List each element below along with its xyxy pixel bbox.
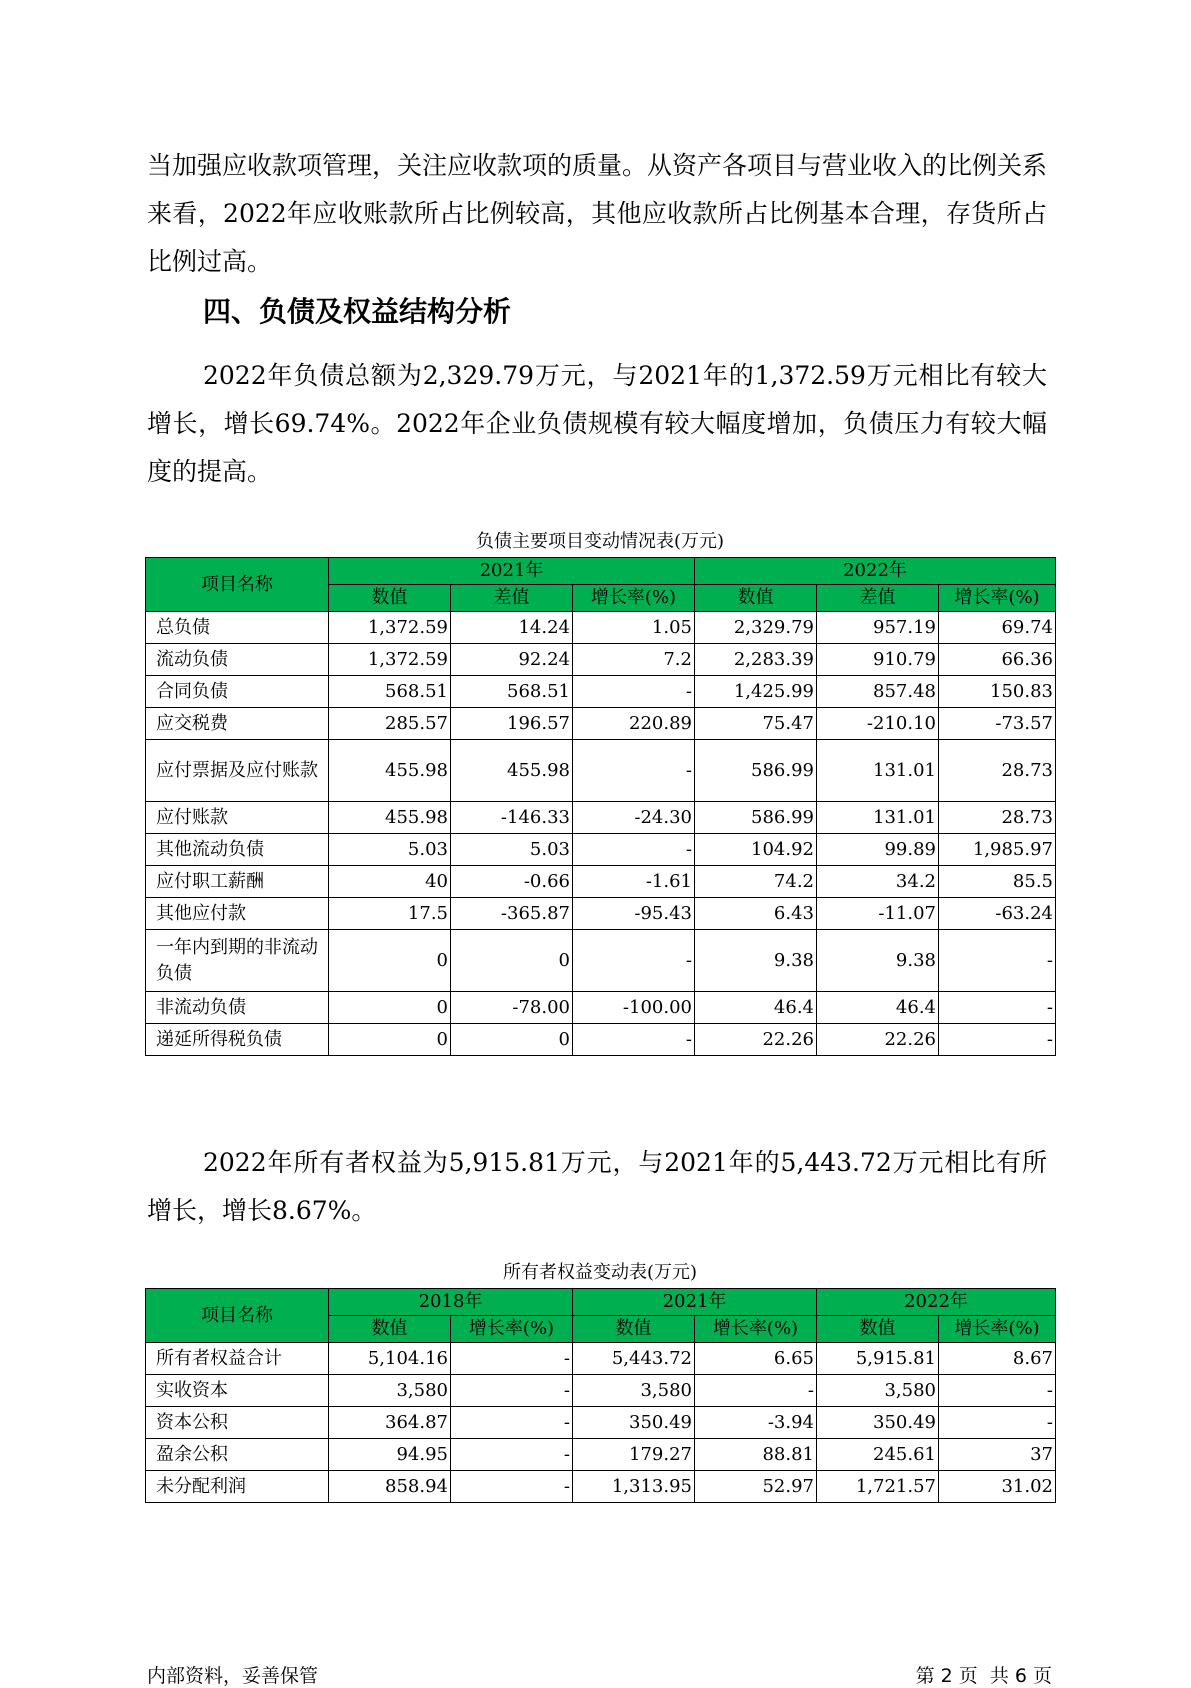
cell-rate: - xyxy=(939,930,1056,992)
cell-rate: 66.36 xyxy=(939,644,1056,676)
cell-value: 94.95 xyxy=(329,1439,451,1471)
cell-value: 350.49 xyxy=(817,1407,939,1439)
cell-value: 364.87 xyxy=(329,1407,451,1439)
cell-value: 245.61 xyxy=(817,1439,939,1471)
cell-rate: 37 xyxy=(939,1439,1056,1471)
cell-value: 3,580 xyxy=(817,1375,939,1407)
cell-value: 5,104.16 xyxy=(329,1343,451,1375)
cell-rate: - xyxy=(939,1407,1056,1439)
row-name: 一年内到期的非流动负债 xyxy=(146,930,329,992)
table-row xyxy=(146,1439,1056,1471)
table-row xyxy=(146,612,1056,644)
header-year-2022: 2022年 xyxy=(817,1289,1056,1316)
row-name: 应付票据及应付账款 xyxy=(146,740,329,802)
row-name: 所有者权益合计 xyxy=(146,1343,329,1375)
cell-value: 1,721.57 xyxy=(817,1471,939,1503)
header-value: 数值 xyxy=(817,1316,939,1343)
header-rate: 增长率(%) xyxy=(939,1316,1056,1343)
row-name: 非流动负债 xyxy=(146,992,329,1024)
table-row xyxy=(146,802,1056,834)
cell-value: 1,372.59 xyxy=(329,644,451,676)
header-rate: 增长率(%) xyxy=(695,1316,817,1343)
cell-value: 1,425.99 xyxy=(695,676,817,708)
header-rate: 增长率(%) xyxy=(451,1316,573,1343)
cell-rate: - xyxy=(451,1471,573,1503)
cell-rate: - xyxy=(573,930,695,992)
table-row xyxy=(146,676,1056,708)
cell-rate: 85.5 xyxy=(939,866,1056,898)
cell-value: 3,580 xyxy=(329,1375,451,1407)
cell-rate: 1,985.97 xyxy=(939,834,1056,866)
table-row xyxy=(146,740,1056,802)
cell-value: 858.94 xyxy=(329,1471,451,1503)
cell-rate: -3.94 xyxy=(695,1407,817,1439)
cell-value: 586.99 xyxy=(695,740,817,802)
header-item-name: 项目名称 xyxy=(146,1289,329,1343)
cell-rate: 52.97 xyxy=(695,1471,817,1503)
table-row xyxy=(146,1407,1056,1439)
header-rate: 增长率(%) xyxy=(573,585,695,612)
cell-rate: 88.81 xyxy=(695,1439,817,1471)
footer-note: 内部资料，妥善保管 xyxy=(147,1665,319,1687)
cell-value: 179.27 xyxy=(573,1439,695,1471)
row-name: 应交税费 xyxy=(146,708,329,740)
cell-rate: -63.24 xyxy=(939,898,1056,930)
table-row xyxy=(146,644,1056,676)
cell-rate: - xyxy=(939,1024,1056,1056)
row-name: 递延所得税负债 xyxy=(146,1024,329,1056)
cell-value: 285.57 xyxy=(329,708,451,740)
table-row xyxy=(146,930,1056,992)
cell-rate: 6.65 xyxy=(695,1343,817,1375)
page-number: 第 2 页 共 6 页 xyxy=(915,1665,1052,1687)
cell-value: 2,283.39 xyxy=(695,644,817,676)
row-name: 盈余公积 xyxy=(146,1439,329,1471)
cell-value: 40 xyxy=(329,866,451,898)
row-name: 其他流动负债 xyxy=(146,834,329,866)
table-row xyxy=(146,708,1056,740)
cell-rate: - xyxy=(451,1439,573,1471)
section-heading: 四、负债及权益结构分析 xyxy=(203,295,512,328)
header-rate: 增长率(%) xyxy=(939,585,1056,612)
cell-value: 46.4 xyxy=(695,992,817,1024)
cell-rate: - xyxy=(573,1024,695,1056)
cell-rate: - xyxy=(451,1375,573,1407)
cell-diff: 92.24 xyxy=(451,644,573,676)
row-name: 实收资本 xyxy=(146,1375,329,1407)
table-row xyxy=(146,898,1056,930)
cell-value: 1,372.59 xyxy=(329,612,451,644)
row-name: 流动负债 xyxy=(146,644,329,676)
cell-diff: 14.24 xyxy=(451,612,573,644)
table-row xyxy=(146,1471,1056,1503)
table-row xyxy=(146,1343,1056,1375)
equity-table-caption: 所有者权益变动表(万元) xyxy=(502,1262,698,1283)
cell-diff: -11.07 xyxy=(817,898,939,930)
cell-diff: -210.10 xyxy=(817,708,939,740)
cell-rate: -24.30 xyxy=(573,802,695,834)
cell-diff: -365.87 xyxy=(451,898,573,930)
header-value: 数值 xyxy=(329,585,451,612)
cell-rate: - xyxy=(939,1375,1056,1407)
cell-value: 74.2 xyxy=(695,866,817,898)
cell-value: 586.99 xyxy=(695,802,817,834)
cell-rate: -95.43 xyxy=(573,898,695,930)
cell-rate: - xyxy=(695,1375,817,1407)
liability-paragraph: 2022年负债总额为2,329.79万元，与2021年的1,372.59万元相比有较大增长，增长69.74%。2022年企业负债规模有较大幅度增加，负债压力有较大幅度的提高。 xyxy=(147,361,1047,486)
header-year-2022: 2022年 xyxy=(695,558,1056,585)
equity-paragraph: 2022年所有者权益为5,915.81万元，与2021年的5,443.72万元相比有所增长，增长8.67%。 xyxy=(147,1148,1047,1225)
cell-diff: 857.48 xyxy=(817,676,939,708)
cell-value: 3,580 xyxy=(573,1375,695,1407)
header-item-name: 项目名称 xyxy=(146,558,329,612)
cell-value: 75.47 xyxy=(695,708,817,740)
cell-diff: -78.00 xyxy=(451,992,573,1024)
table-row xyxy=(146,1024,1056,1056)
cell-diff: 910.79 xyxy=(817,644,939,676)
cell-diff: 22.26 xyxy=(817,1024,939,1056)
cell-value: 568.51 xyxy=(329,676,451,708)
cell-rate: -73.57 xyxy=(939,708,1056,740)
cell-rate: - xyxy=(573,740,695,802)
cell-diff: 9.38 xyxy=(817,930,939,992)
cell-rate: 150.83 xyxy=(939,676,1056,708)
cell-rate: 1.05 xyxy=(573,612,695,644)
liability-table xyxy=(145,557,1056,1056)
row-name: 其他应付款 xyxy=(146,898,329,930)
table-row xyxy=(146,1375,1056,1407)
cell-value: 350.49 xyxy=(573,1407,695,1439)
intro-paragraph: 当加强应收款项管理，关注应收款项的质量。从资产各项目与营业收入的比例关系来看，2022年应收账款所占比例较高，其他应收款所占比例基本合理，存货所占比例过高。 xyxy=(147,151,1048,276)
liability-table-caption: 负债主要项目变动情况表(万元) xyxy=(475,531,725,552)
header-diff: 差值 xyxy=(451,585,573,612)
cell-diff: 5.03 xyxy=(451,834,573,866)
table-row xyxy=(146,992,1056,1024)
cell-diff: 131.01 xyxy=(817,740,939,802)
row-name: 总负债 xyxy=(146,612,329,644)
header-value: 数值 xyxy=(695,585,817,612)
cell-rate: - xyxy=(939,992,1056,1024)
cell-value: 5.03 xyxy=(329,834,451,866)
cell-value: 0 xyxy=(329,930,451,992)
cell-rate: -100.00 xyxy=(573,992,695,1024)
header-value: 数值 xyxy=(573,1316,695,1343)
cell-diff: 0 xyxy=(451,930,573,992)
cell-rate: - xyxy=(451,1343,573,1375)
cell-diff: 46.4 xyxy=(817,992,939,1024)
cell-value: 455.98 xyxy=(329,740,451,802)
row-name: 应付职工薪酬 xyxy=(146,866,329,898)
cell-rate: -1.61 xyxy=(573,866,695,898)
cell-rate: 28.73 xyxy=(939,740,1056,802)
cell-value: 1,313.95 xyxy=(573,1471,695,1503)
cell-diff: 131.01 xyxy=(817,802,939,834)
cell-value: 5,443.72 xyxy=(573,1343,695,1375)
cell-value: 9.38 xyxy=(695,930,817,992)
cell-value: 6.43 xyxy=(695,898,817,930)
cell-value: 0 xyxy=(329,992,451,1024)
cell-value: 2,329.79 xyxy=(695,612,817,644)
header-diff: 差值 xyxy=(817,585,939,612)
cell-rate: - xyxy=(573,676,695,708)
header-year-2018: 2018年 xyxy=(329,1289,573,1316)
row-name: 合同负债 xyxy=(146,676,329,708)
cell-value: 0 xyxy=(329,1024,451,1056)
table-row xyxy=(146,866,1056,898)
cell-diff: -146.33 xyxy=(451,802,573,834)
equity-table xyxy=(145,1288,1056,1503)
cell-diff: -0.66 xyxy=(451,866,573,898)
cell-value: 22.26 xyxy=(695,1024,817,1056)
cell-rate: 220.89 xyxy=(573,708,695,740)
cell-diff: 455.98 xyxy=(451,740,573,802)
cell-value: 5,915.81 xyxy=(817,1343,939,1375)
cell-diff: 99.89 xyxy=(817,834,939,866)
cell-diff: 196.57 xyxy=(451,708,573,740)
cell-rate: 28.73 xyxy=(939,802,1056,834)
cell-value: 104.92 xyxy=(695,834,817,866)
cell-rate: 7.2 xyxy=(573,644,695,676)
cell-diff: 34.2 xyxy=(817,866,939,898)
cell-diff: 0 xyxy=(451,1024,573,1056)
header-year-2021: 2021年 xyxy=(573,1289,817,1316)
row-name: 资本公积 xyxy=(146,1407,329,1439)
cell-rate: 69.74 xyxy=(939,612,1056,644)
cell-rate: - xyxy=(451,1407,573,1439)
cell-diff: 568.51 xyxy=(451,676,573,708)
header-value: 数值 xyxy=(329,1316,451,1343)
row-name: 应付账款 xyxy=(146,802,329,834)
cell-value: 17.5 xyxy=(329,898,451,930)
cell-rate: - xyxy=(573,834,695,866)
cell-value: 455.98 xyxy=(329,802,451,834)
cell-rate: 8.67 xyxy=(939,1343,1056,1375)
header-year-2021: 2021年 xyxy=(329,558,695,585)
cell-rate: 31.02 xyxy=(939,1471,1056,1503)
cell-diff: 957.19 xyxy=(817,612,939,644)
table-row xyxy=(146,834,1056,866)
row-name: 未分配利润 xyxy=(146,1471,329,1503)
